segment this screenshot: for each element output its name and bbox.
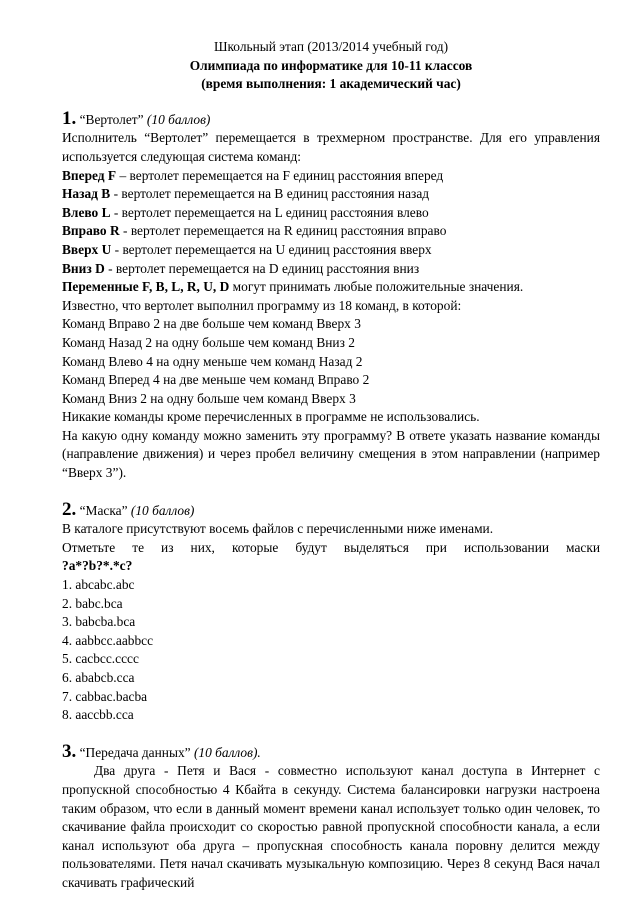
command-left: Влево L - вертолет перемещается на L единиц расстояния влево [62,204,429,220]
command-down: Вниз D - вертолет перемещается на D единиц расстояния вниз [62,260,420,276]
task3-number: 3. [62,740,77,762]
task3-text: Два друга - Петя и Вася - совместно используют канал доступа в Интернет с пропускной способностью 4 Кбайта в секунду. Система балансировки нагрузки настроена таким образом, что если в данный момент времени канал использует только один человек, то скачивание файла происходит со скоростью равной пропускной способности канала, а если канал используют оба друга – пропускная способность канала поровну делится между пользователями. Петя начал скачивать музыкальную композицию. Через 8 секунд Вася начал скачивать графический [62,763,600,890]
task1-known: Известно, что вертолет выполнил программу из 18 команд, в которой: [62,297,462,313]
task1-title [62,107,600,130]
fact-item: Команд Вниз 2 на одну больше чем команд Вверх 3 [62,390,356,406]
task1-no-other: Никакие команды кроме перечисленных в программе не использовались. [62,409,480,425]
task2-intro: В каталоге присутствуют восемь файлов с перечисленными ниже именами. [62,521,494,537]
fact-item: Команд Назад 2 на одну больше чем команд Вниз 2 [62,334,355,350]
file-item: 5. cacbcc.cccc [62,651,139,667]
header-time: (время выполнения: 1 академический час) [201,76,461,92]
task1-commands [62,167,600,279]
fact-item: Команд Вправо 2 на две больше чем команд Вверх 3 [62,316,361,332]
command-up: Вверх U - вертолет перемещается на U единиц расстояния вверх [62,241,432,257]
document-header [62,38,600,94]
task1-points: (10 баллов) [146,111,211,127]
task2-file-list [62,576,600,725]
task2-name: “Маска” [79,502,128,518]
task1-question: На какую одну команду можно заменить эту программу? В ответе указать название команды (направление движения) и через пробел величину смещения в этом направлении (например “Вверх 3”). [62,427,600,481]
fact-item: Команд Влево 4 на одну меньше чем команд Назад 2 [62,353,363,369]
file-item: 1. abcabc.abc [62,577,135,593]
header-stage: Школьный этап (2013/2014 учебный год) [213,39,449,54]
file-item: 3. babcba.bca [62,614,136,630]
task2-points: (10 баллов) [130,502,195,518]
task1-facts [62,315,600,408]
task1-name: “Вертолет” [79,111,144,127]
command-right: Вправо R - вертолет перемещается на R единиц расстояния вправо [62,223,447,239]
task2-number: 2. [62,498,77,520]
task3-points: (10 баллов). [193,744,261,760]
task3-title [62,740,600,763]
task1-intro: Исполнитель “Вертолет” перемещается в трехмерном пространстве. Для его управления используется следующая система команд: [62,130,600,164]
file-item: 7. cabbac.bacba [62,688,148,704]
command-forward: Вперед F – вертолет перемещается на F единиц расстояния вперед [62,167,444,183]
task3-name: “Передача данных” [79,744,191,760]
task2-mark-text: Отметьте те из них, которые будут выделяться при использовании маски [62,539,600,555]
task2-title [62,498,600,521]
task1-variables: Переменные F, B, L, R, U, D могут принимать любые положительные значения. [62,279,524,295]
file-item: 4. aabbcc.aabbcc [62,632,154,648]
task2-mask: ?a*?b?*.*c? [62,558,133,574]
fact-item: Команд Вперед 4 на две меньше чем команд Вправо 2 [62,372,370,388]
file-item: 6. ababcb.cca [62,670,135,685]
file-item: 2. babc.bca [62,595,123,611]
task1-number: 1. [62,107,77,129]
file-item: 8. aaccbb.cca [62,707,134,723]
header-olympiad: Олимпиада по информатике для 10-11 классов [189,57,473,73]
command-back: Назад B - вертолет перемещается на B единиц расстояния назад [62,186,430,202]
